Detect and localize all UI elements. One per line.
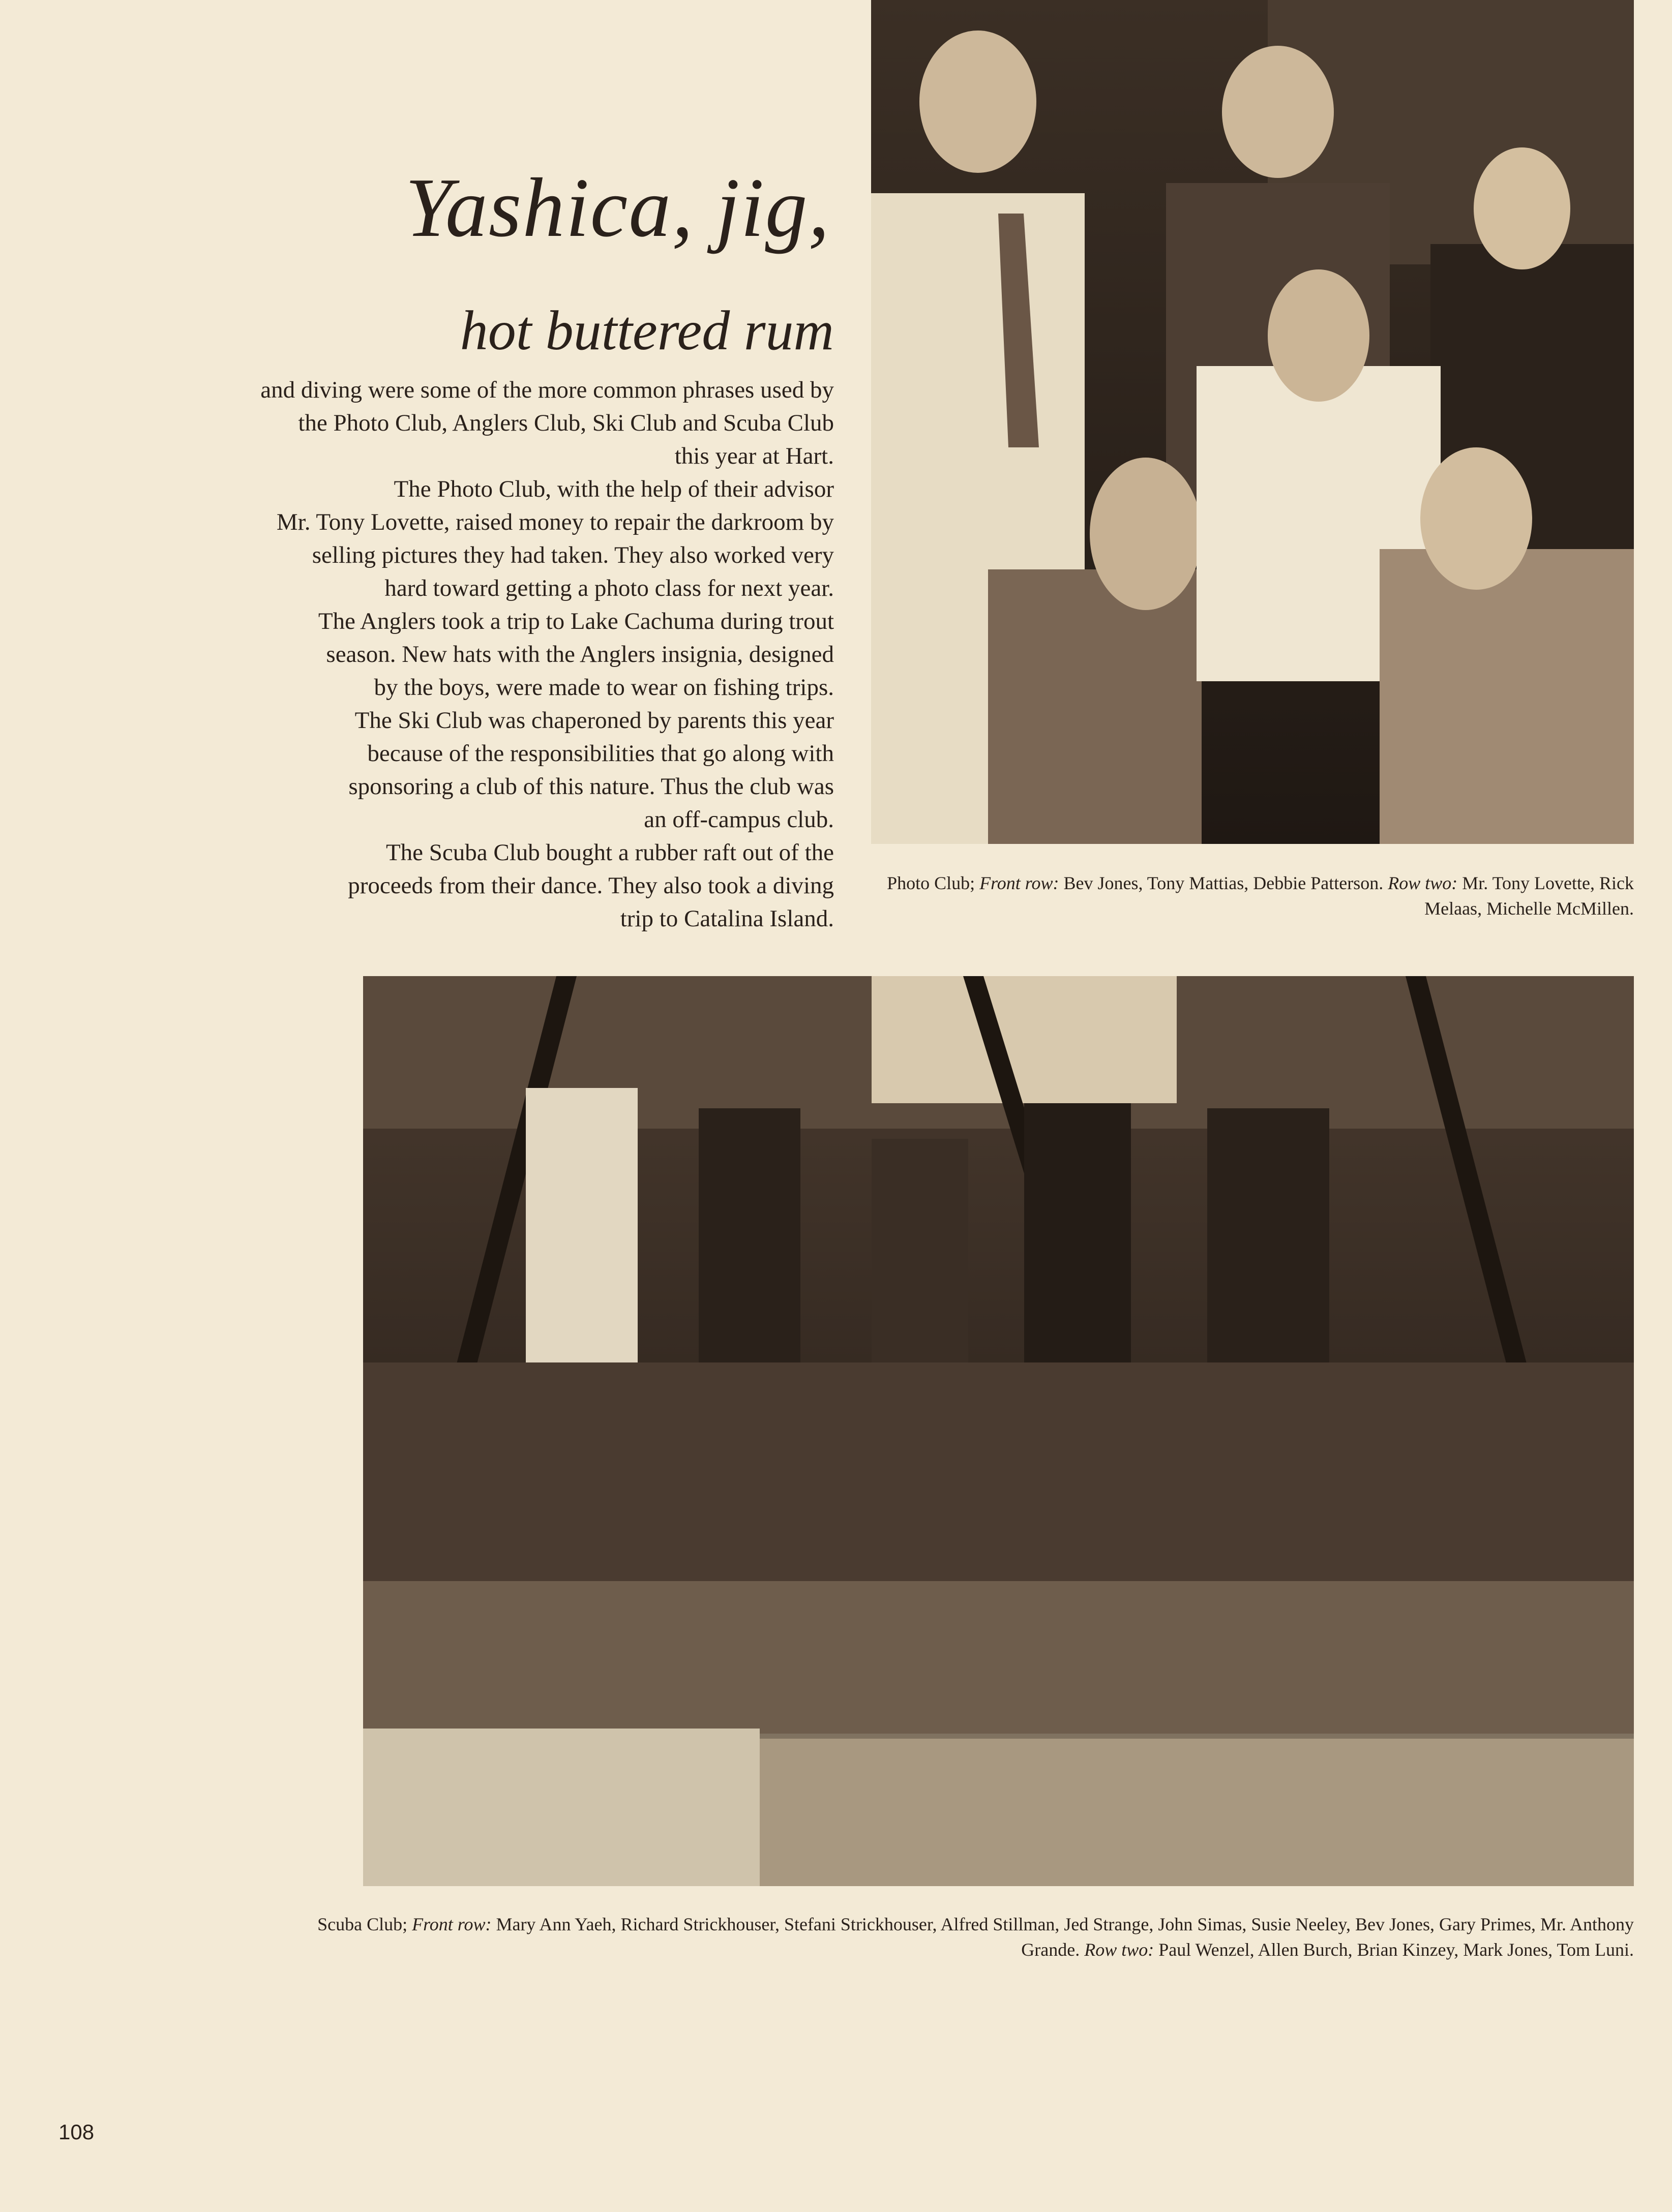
body-line: The Scuba Club bought a rubber raft out of the	[385, 839, 834, 866]
body-line: by the boys, were made to wear on fishing trips.	[374, 674, 834, 701]
photo-club-caption	[871, 870, 1634, 921]
body-line: trip to Catalina Island.	[620, 905, 834, 932]
body-line: The Photo Club, with the help of their advisor	[394, 476, 834, 502]
caption-front-label: Front row:	[979, 873, 1059, 893]
page-number: 108	[58, 2120, 95, 2144]
caption-row2-names: Mr. Tony Lovette, Rick Melaas, Michelle McMillen.	[1424, 873, 1634, 919]
caption-row2-names: Paul Wenzel, Allen Burch, Brian Kinzey, Mark Jones, Tom Luni.	[1158, 1940, 1634, 1960]
body-line: and diving were some of the more common phrases used by	[260, 377, 834, 403]
body-line: season. New hats with the Anglers insignia, designed	[326, 641, 834, 668]
scuba-club-caption	[286, 1912, 1634, 1962]
caption-front-names: Bev Jones, Tony Mattias, Debbie Patterson.	[1063, 873, 1384, 893]
photo-club-photo	[871, 0, 1634, 844]
caption-front-names: Mary Ann Yaeh, Richard Strickhouser, Stefani Strickhouser, Alfred Stillman, Jed Strange, John Simas, Susie Neeley, Bev Jones, Gary Primes, Mr. Anthony Grande.	[496, 1914, 1634, 1960]
body-line: because of the responsibilities that go along with	[367, 740, 834, 767]
body-line: this year at Hart.	[674, 443, 834, 469]
body-line: an off-campus club.	[644, 806, 834, 833]
caption-club-name: Photo Club;	[887, 873, 975, 893]
caption-row2-label: Row two:	[1084, 1940, 1154, 1960]
caption-front-label: Front row:	[412, 1914, 492, 1934]
body-text	[168, 374, 834, 935]
body-line: proceeds from their dance. They also took a diving	[348, 872, 834, 899]
body-line: hard toward getting a photo class for next year.	[384, 575, 834, 601]
body-line: the Photo Club, Anglers Club, Ski Club and Scuba Club	[298, 410, 834, 436]
body-line: The Anglers took a trip to Lake Cachuma during trout	[318, 608, 834, 634]
body-line: selling pictures they had taken. They also worked very	[312, 542, 834, 568]
subheadline: hot buttered rum	[460, 299, 834, 361]
caption-club-name: Scuba Club;	[317, 1914, 408, 1934]
headline: Yashica, jig,	[405, 161, 830, 254]
scuba-club-photo	[363, 976, 1634, 1886]
body-line: sponsoring a club of this nature. Thus the club was	[348, 773, 834, 800]
body-line: Mr. Tony Lovette, raised money to repair the darkroom by	[276, 509, 834, 535]
body-line: The Ski Club was chaperoned by parents this year	[354, 707, 834, 734]
caption-row2-label: Row two:	[1388, 873, 1458, 893]
